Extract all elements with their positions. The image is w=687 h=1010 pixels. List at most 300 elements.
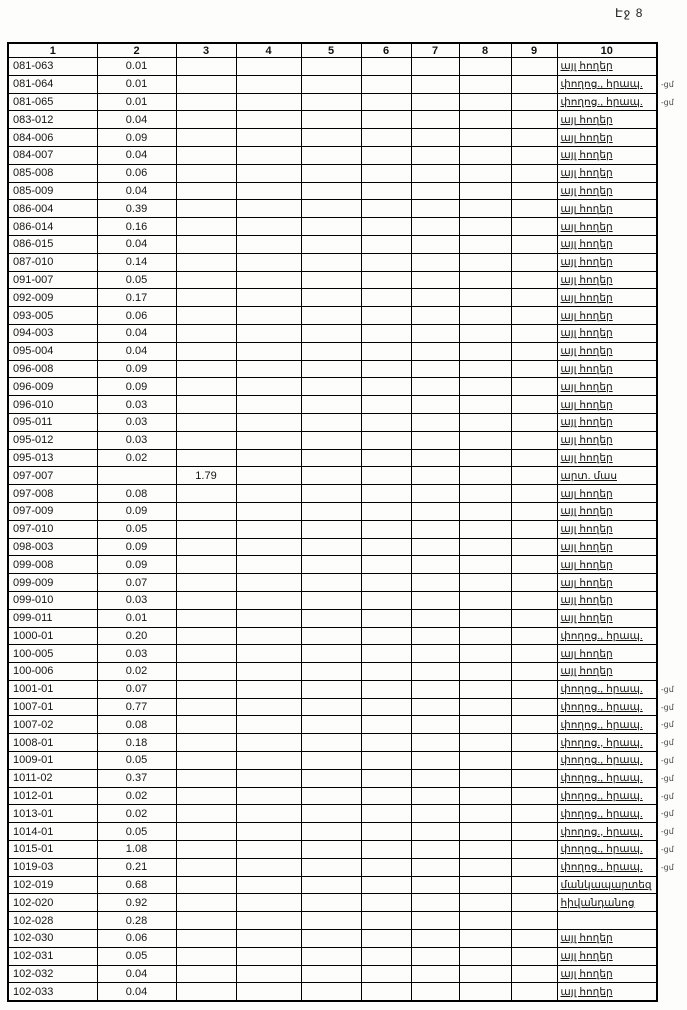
value-cell [411, 431, 459, 449]
parcel-code: 096-009 [8, 378, 97, 396]
table-row [8, 396, 657, 414]
value-cell [459, 502, 511, 520]
land-category [557, 324, 657, 342]
value-cell [411, 218, 459, 236]
table-row [8, 805, 657, 823]
value-cell [236, 502, 301, 520]
parcel-code: 097-007 [8, 467, 97, 485]
land-category-text: այլ հողեր [560, 523, 613, 536]
value-cell [176, 58, 236, 76]
land-category [557, 449, 657, 467]
value-cell [411, 716, 459, 734]
value-cell [361, 734, 411, 752]
value-cell [511, 680, 557, 698]
value-cell [361, 965, 411, 983]
value-cell [176, 218, 236, 236]
land-category-text: այլ հողեր [560, 167, 613, 180]
value-cell [176, 253, 236, 271]
value-cell: 0.09 [97, 538, 176, 556]
value-cell [176, 876, 236, 894]
value-cell [511, 769, 557, 787]
value-cell [361, 912, 411, 930]
value-cell [511, 129, 557, 147]
value-cell [511, 520, 557, 538]
value-cell [176, 556, 236, 574]
margin-note: -ցմ [661, 827, 674, 837]
value-cell [301, 324, 361, 342]
value-cell [361, 342, 411, 360]
table-row [8, 218, 657, 236]
value-cell [361, 805, 411, 823]
table-row [8, 93, 657, 111]
value-cell [411, 752, 459, 770]
value-cell [236, 307, 301, 325]
land-category-text: այլ հողեր [560, 612, 613, 625]
column-header: 3 [176, 43, 236, 58]
value-cell [411, 663, 459, 681]
parcel-code: 102-033 [8, 983, 97, 1001]
value-cell: 0.05 [97, 271, 176, 289]
parcel-code: 099-010 [8, 591, 97, 609]
margin-note: -ցմ [661, 702, 674, 712]
parcel-code: 087-010 [8, 253, 97, 271]
parcel-code: 099-008 [8, 556, 97, 574]
table-row [8, 307, 657, 325]
table-row [8, 182, 657, 200]
land-category-text: փողոց., հրապ. [560, 772, 643, 785]
value-cell: 0.04 [97, 146, 176, 164]
value-cell [236, 182, 301, 200]
value-cell [459, 680, 511, 698]
value-cell [459, 983, 511, 1001]
land-category-text: փողոց., հրապ. [560, 861, 643, 874]
value-cell [411, 449, 459, 467]
value-cell [361, 218, 411, 236]
value-cell: 0.04 [97, 324, 176, 342]
land-category-text: այլ հողեր [560, 398, 613, 411]
land-category-text: այլ հողեր [560, 220, 613, 233]
value-cell [361, 271, 411, 289]
value-cell [361, 129, 411, 147]
parcel-code: 084-006 [8, 129, 97, 147]
value-cell [459, 111, 511, 129]
value-cell: 0.05 [97, 752, 176, 770]
value-cell: 0.03 [97, 396, 176, 414]
value-cell [361, 876, 411, 894]
value-cell [176, 645, 236, 663]
table-row [8, 271, 657, 289]
margin-note: -ցմ [661, 809, 674, 819]
land-category [557, 734, 674, 752]
parcel-code: 085-009 [8, 182, 97, 200]
table-row [8, 663, 657, 681]
column-header: 7 [411, 43, 459, 58]
value-cell [301, 93, 361, 111]
value-cell [176, 823, 236, 841]
parcel-code: 1015-01 [8, 841, 97, 859]
value-cell: 0.07 [97, 680, 176, 698]
table-row [8, 449, 657, 467]
column-header: 8 [459, 43, 511, 58]
value-cell: 0.09 [97, 129, 176, 147]
land-category-text: այլ հողեր [560, 576, 613, 589]
value-cell: 0.02 [97, 663, 176, 681]
parcel-code: 100-006 [8, 663, 97, 681]
value-cell [411, 253, 459, 271]
value-cell [176, 396, 236, 414]
value-cell [176, 449, 236, 467]
land-category [557, 894, 657, 912]
value-cell [459, 431, 511, 449]
value-cell [176, 93, 236, 111]
value-cell [361, 111, 411, 129]
land-category [557, 307, 657, 325]
land-category-text: այլ հողեր [560, 327, 613, 340]
value-cell [301, 413, 361, 431]
value-cell [176, 574, 236, 592]
value-cell: 0.05 [97, 823, 176, 841]
value-cell [236, 912, 301, 930]
value-cell [301, 538, 361, 556]
value-cell [301, 200, 361, 218]
value-cell [361, 360, 411, 378]
table-row [8, 876, 657, 894]
parcel-code: 100-005 [8, 645, 97, 663]
value-cell [236, 716, 301, 734]
land-category [557, 200, 657, 218]
value-cell [411, 538, 459, 556]
value-cell [176, 841, 236, 859]
value-cell [459, 858, 511, 876]
value-cell [511, 574, 557, 592]
value-cell [301, 449, 361, 467]
value-cell [361, 289, 411, 307]
value-cell [176, 111, 236, 129]
value-cell [361, 413, 411, 431]
table-row [8, 823, 657, 841]
parcel-code: 099-011 [8, 609, 97, 627]
value-cell [459, 663, 511, 681]
value-cell [511, 894, 557, 912]
value-cell [361, 663, 411, 681]
land-category [557, 467, 657, 485]
value-cell [301, 164, 361, 182]
value-cell [236, 930, 301, 948]
value-cell [361, 930, 411, 948]
land-category-text: փողոց., հրապ. [560, 843, 643, 856]
value-cell [361, 983, 411, 1001]
value-cell: 0.04 [97, 965, 176, 983]
table-row [8, 129, 657, 147]
value-cell [459, 965, 511, 983]
value-cell [411, 146, 459, 164]
land-category-text: այլ հողեր [560, 594, 613, 607]
value-cell [511, 164, 557, 182]
land-category [557, 342, 657, 360]
value-cell [176, 324, 236, 342]
value-cell [459, 360, 511, 378]
table-row [8, 253, 657, 271]
land-category [557, 129, 657, 147]
value-cell [511, 467, 557, 485]
value-cell [236, 289, 301, 307]
value-cell [301, 680, 361, 698]
value-cell [301, 235, 361, 253]
value-cell: 0.16 [97, 218, 176, 236]
value-cell [411, 645, 459, 663]
value-cell [236, 663, 301, 681]
value-cell [236, 947, 301, 965]
value-cell: 0.03 [97, 591, 176, 609]
margin-note: -ցմ [661, 79, 674, 89]
parcel-code: 1008-01 [8, 734, 97, 752]
value-cell [511, 360, 557, 378]
land-category-text: այլ հողեր [560, 149, 613, 162]
value-cell [236, 342, 301, 360]
table-row [8, 574, 657, 592]
value-cell [511, 752, 557, 770]
parcel-code: 086-004 [8, 200, 97, 218]
value-cell [301, 698, 361, 716]
value-cell [236, 698, 301, 716]
parcel-code: 095-013 [8, 449, 97, 467]
value-cell [459, 787, 511, 805]
value-cell [459, 520, 511, 538]
land-category-text: այլ հողեր [560, 647, 613, 660]
value-cell [301, 930, 361, 948]
value-cell [236, 360, 301, 378]
margin-note: -ցմ [661, 845, 674, 855]
parcel-code: 095-004 [8, 342, 97, 360]
value-cell [511, 502, 557, 520]
land-category [557, 574, 657, 592]
table-row [8, 591, 657, 609]
value-cell [176, 894, 236, 912]
value-cell [361, 200, 411, 218]
value-cell [301, 645, 361, 663]
value-cell [301, 146, 361, 164]
value-cell: 0.07 [97, 574, 176, 592]
value-cell [236, 983, 301, 1001]
value-cell [411, 360, 459, 378]
value-cell [411, 805, 459, 823]
value-cell [176, 752, 236, 770]
value-cell [361, 146, 411, 164]
table-row [8, 680, 657, 698]
value-cell [411, 769, 459, 787]
land-category [557, 378, 657, 396]
value-cell [511, 965, 557, 983]
value-cell [411, 485, 459, 503]
land-category [557, 146, 657, 164]
value-cell [411, 912, 459, 930]
value-cell [301, 734, 361, 752]
land-category-text: այլ հողեր [560, 416, 613, 429]
margin-note: -ցմ [661, 791, 674, 801]
value-cell [176, 627, 236, 645]
parcel-code: 102-019 [8, 876, 97, 894]
land-category [557, 520, 657, 538]
value-cell [236, 146, 301, 164]
land-category [557, 111, 657, 129]
value-cell [236, 485, 301, 503]
land-category-text: այլ հողեր [560, 256, 613, 269]
value-cell [411, 200, 459, 218]
land-category [557, 627, 657, 645]
value-cell [361, 841, 411, 859]
value-cell [411, 271, 459, 289]
table-row [8, 467, 657, 485]
value-cell [236, 538, 301, 556]
value-cell [411, 965, 459, 983]
parcel-code: 102-030 [8, 930, 97, 948]
value-cell [176, 485, 236, 503]
table-row [8, 627, 657, 645]
land-category [557, 912, 657, 930]
value-cell [301, 858, 361, 876]
value-cell [301, 609, 361, 627]
value-cell [361, 93, 411, 111]
value-cell [511, 218, 557, 236]
value-cell [176, 289, 236, 307]
value-cell [459, 698, 511, 716]
land-category [557, 947, 657, 965]
land-category [557, 591, 657, 609]
value-cell [511, 200, 557, 218]
parcel-code: 1007-02 [8, 716, 97, 734]
value-cell [176, 342, 236, 360]
value-cell [236, 787, 301, 805]
value-cell [459, 146, 511, 164]
table-row [8, 431, 657, 449]
value-cell: 0.92 [97, 894, 176, 912]
table-row [8, 556, 657, 574]
value-cell [459, 218, 511, 236]
value-cell [459, 324, 511, 342]
value-cell [176, 734, 236, 752]
value-cell [236, 858, 301, 876]
value-cell [411, 947, 459, 965]
value-cell [301, 574, 361, 592]
value-cell [361, 253, 411, 271]
land-category [557, 431, 657, 449]
value-cell [511, 253, 557, 271]
value-cell [236, 164, 301, 182]
parcel-code: 102-031 [8, 947, 97, 965]
value-cell [361, 431, 411, 449]
value-cell [511, 324, 557, 342]
value-cell [236, 556, 301, 574]
value-cell [459, 574, 511, 592]
value-cell [176, 769, 236, 787]
value-cell: 0.04 [97, 342, 176, 360]
value-cell [511, 698, 557, 716]
value-cell [511, 716, 557, 734]
value-cell [411, 841, 459, 859]
value-cell [459, 200, 511, 218]
land-category-text: այլ հողեր [560, 985, 613, 998]
parcel-code: 097-009 [8, 502, 97, 520]
land-category [557, 752, 674, 770]
value-cell: 0.04 [97, 983, 176, 1001]
value-cell: 0.18 [97, 734, 176, 752]
land-category-text: փողոց., հրապ. [560, 754, 643, 767]
parcel-code: 086-015 [8, 235, 97, 253]
value-cell [301, 502, 361, 520]
value-cell [301, 253, 361, 271]
parcel-code: 099-009 [8, 574, 97, 592]
value-cell [511, 75, 557, 93]
value-cell [459, 716, 511, 734]
value-cell [459, 75, 511, 93]
value-cell [236, 75, 301, 93]
land-category [557, 289, 657, 307]
value-cell [236, 769, 301, 787]
value-cell [176, 787, 236, 805]
value-cell [361, 378, 411, 396]
land-category-text: այլ հողեր [560, 309, 613, 322]
land-category-text: այլ հողեր [560, 60, 613, 73]
value-cell [459, 823, 511, 841]
table-row [8, 698, 657, 716]
page-number: Էջ 8 [615, 6, 644, 20]
value-cell [176, 235, 236, 253]
value-cell [411, 894, 459, 912]
table-row [8, 645, 657, 663]
value-cell [411, 307, 459, 325]
value-cell [411, 93, 459, 111]
table-row [8, 75, 657, 93]
value-cell [236, 752, 301, 770]
land-category [557, 823, 674, 841]
value-cell [301, 627, 361, 645]
value-cell [301, 271, 361, 289]
parcel-code: 081-065 [8, 93, 97, 111]
value-cell: 0.02 [97, 787, 176, 805]
land-category-text: այլ հողեր [560, 131, 613, 144]
value-cell [511, 538, 557, 556]
value-cell [176, 912, 236, 930]
value-cell [301, 556, 361, 574]
value-cell [411, 698, 459, 716]
value-cell [511, 645, 557, 663]
parcel-code: 102-020 [8, 894, 97, 912]
land-category-text: փողոց., հրապ. [560, 78, 643, 91]
value-cell [459, 841, 511, 859]
value-cell [301, 378, 361, 396]
value-cell: 0.06 [97, 307, 176, 325]
value-cell [411, 609, 459, 627]
land-category [557, 58, 657, 76]
land-category-text: այլ հողեր [560, 540, 613, 553]
value-cell [176, 805, 236, 823]
value-cell: 0.17 [97, 289, 176, 307]
value-cell: 1.79 [176, 467, 236, 485]
value-cell [361, 574, 411, 592]
value-cell [236, 520, 301, 538]
value-cell [459, 235, 511, 253]
value-cell [176, 182, 236, 200]
value-cell [459, 485, 511, 503]
value-cell [236, 271, 301, 289]
parcel-code: 081-064 [8, 75, 97, 93]
value-cell: 0.04 [97, 182, 176, 200]
value-cell [361, 609, 411, 627]
value-cell [361, 823, 411, 841]
land-parcel-table [7, 42, 674, 1002]
value-cell [411, 58, 459, 76]
value-cell [361, 894, 411, 912]
